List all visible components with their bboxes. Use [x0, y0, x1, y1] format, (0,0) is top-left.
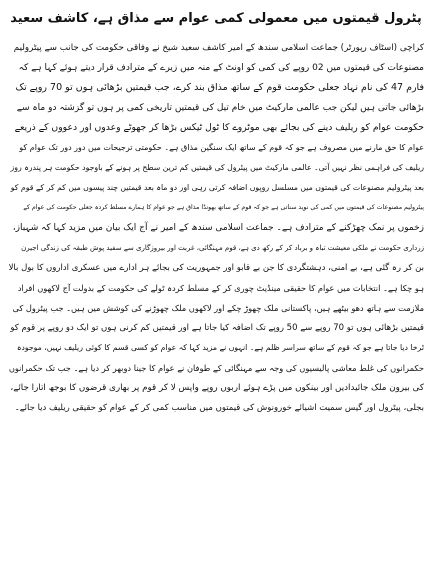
article-body-line: قیمتیں بڑھائی ہوں تو 70 روپے سے 50 روپے تک اضافہ کیا جاتا ہے اور قیمتیں کم کرنی ہوں تو ایک دو روپے پر قوم کو [10, 323, 424, 333]
article-body-line: بن کر رہ گئی ہے، بے امنی، دہشتگردی کا جن بے قابو اور جمہوریت کی بجائے ہر ادارے میں عسکری اداروں کا بول بالا [8, 263, 424, 273]
article-headline: پٹرول قیمتوں میں معمولی کمی عوام سے مذاق ہے، کاشف سعید [10, 11, 422, 26]
article-body-line: ریلیف کی فراہمی نظر نہیں آتی۔ عالمی مارکیٹ میں پیٹرول کی قیمتیں کم ترین سطح پر ہونے کے باوجود حکومت ہر پندرہ روز [10, 163, 424, 172]
article-body-line: پیٹرولیم مصنوعات کی قیمتوں میں کمی کی نوید سناتی ہے جو کہ قوم کے ساتھ بھونڈا مذاق ہے جو عوام کا ہمارے مسلط کردہ جعلی حکومت کی عوام کے [23, 204, 424, 211]
article-body-line: کراچی (اسٹاف رپورٹر) جماعت اسلامی سندھ کے امیر کاشف سعید شیخ نے وفاقی حکومت کی جانب سے پیٹرولیم [13, 43, 424, 53]
article-body-line: ملازمت سے ہاتھ دھو بیٹھے ہیں، پاکستانی ملک چھوڑ چکے اور لاکھوں ملک چھوڑنے کی کوشش میں ہیں۔ جب پیٹرول کی [12, 303, 424, 313]
article-body-line: کی بیرون ملک جائیدادیں اور بینکوں میں پڑے ہوئے اربوں روپے واپس لا کر قوم پر بھاری قرضوں کا بوجھ اتارا جائے، [10, 383, 424, 393]
article-body-line: مصنوعات کی قیمتوں میں 02 روپے کی کمی کو اونٹ کے منہ میں زیرے کے مترادف قرار دیتے ہوئے کہا ہے کہ [18, 63, 424, 73]
article-body-line: زرداری حکومت نے ملکی معیشت تباہ و برباد کر کے رکھ دی ہے، قوم مہنگائی، غربت اور بیروزگاری سے سفید پوش طبقہ کی زندگی اجیرن [21, 244, 424, 252]
article-body-line: عوام کا حق مارنے میں مصروف ہے جو کہ قوم کے ساتھ ایک سنگین مذاق ہے۔ حکومتی ترجیحات میں دور دور تک عوام کو [19, 143, 424, 152]
article-body-line: زخموں پر نمک چھڑکنے کے مترادف ہے۔ جماعت اسلامی سندھ کے امیر نے آج ایک بیان میں مزید کہا کہ شہباز، [12, 223, 424, 233]
article-body-line: بجلی، پیٹرول اور گیس سمیت اشیائے خورونوش کی قیمتوں میں مناسب کمی کر کے عوام کو حقیقی ریلیف دیا جائے۔ [14, 403, 424, 413]
article-body-line: حکومت عوام کو ریلیف دینے کی بجائے بھی موٹروے کا ٹول ٹیکس بڑھا کر جھوٹے وعدوں اور دعووں کے ذریعے [14, 122, 424, 133]
article-body-line: بڑھائی جاتی ہیں لیکن جب عالمی مارکیٹ میں خام تیل کی قیمتیں تاریخی کمی پر ہوں تو گزشتہ دو ماہ سے [16, 103, 424, 113]
article-body-line: ٹرخا دیا جاتا ہے جو کہ قوم کے ساتھ سراسر ظلم ہے۔ انہوں نے مزید کہا کہ عوام کو کسی قسم کا کوئی ریلیف نہیں، موجودہ [16, 343, 424, 352]
article-body-line: حکمرانوں کی غلط معاشی پالیسیوں کی وجہ سے مہنگائی کے طوفان نے عوام کا جینا دوبھر کر دیا ہے۔ جب تک حکمرانوں [8, 363, 424, 373]
article-body-line: ہو چکا ہے۔ انتخابات میں عوام کا حقیقی مینڈیٹ چوری کر کے مسلط کردہ ٹولے کی حکومت کے بدولت آج لاکھوں افراد [17, 283, 424, 293]
article-body-line: فارم 47 کی نام نہاد جعلی حکومت قوم کے ساتھ مذاق بند کرے، جب قیمتیں بڑھائی ہوں تو 70 روپے تک [15, 82, 424, 93]
article-body [8, 38, 424, 418]
article-body-line: بعد پیٹرولیم مصنوعات کی قیمتوں میں مسلسل روپوں اضافہ کرتی رہی اور دو ماہ بعد قیمتیں چند پیسوں میں کم کر کے قوم کو [10, 183, 424, 192]
